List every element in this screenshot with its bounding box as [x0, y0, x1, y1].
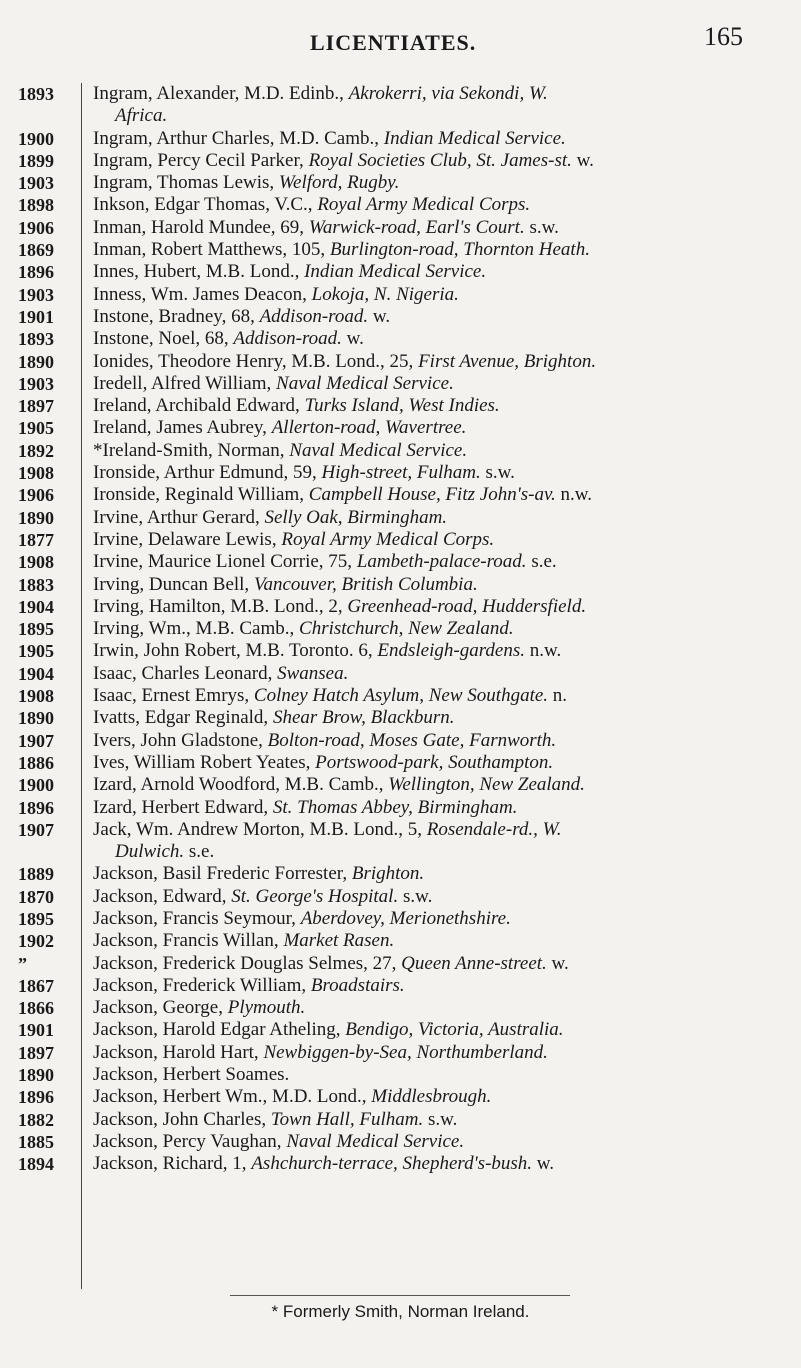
- entry-year: 1905: [18, 418, 54, 439]
- page-header: [0, 22, 801, 62]
- entry-row: [0, 440, 801, 462]
- entry-text: [93, 284, 459, 306]
- entry-text: [93, 953, 569, 975]
- entry-text: [93, 440, 467, 462]
- entry-name: w.: [532, 1153, 555, 1175]
- footnote: * Formerly Smith, Norman Ireland.: [271, 1302, 530, 1321]
- entry-name: s.w.: [480, 462, 515, 484]
- entry-year: ”: [18, 953, 27, 974]
- entry-address: Campbell House, Fitz John's-av.: [308, 484, 556, 506]
- entry-name: Ironside, Reginald William,: [93, 484, 309, 506]
- entry-year: 1901: [18, 306, 54, 327]
- entry-year: 1890: [18, 351, 54, 372]
- entry-name: Irving, Wm., M.B. Camb.,: [93, 618, 300, 640]
- entry-text: [93, 217, 559, 239]
- entry-year: 1893: [18, 84, 54, 104]
- entry-name: Jackson, John Charles,: [93, 1108, 271, 1130]
- entry-row: [0, 596, 801, 618]
- entry-year: 1902: [18, 931, 54, 952]
- entry-name: *Ireland-Smith, Norman,: [93, 439, 290, 461]
- entry-year: 1906: [18, 217, 54, 238]
- entry-name: w.: [341, 328, 364, 350]
- entry-row: [0, 217, 801, 239]
- entry-year: 1895: [18, 619, 54, 640]
- entry-address: Welford, Rugby.: [278, 172, 400, 194]
- entry-address: Royal Army Medical Corps.: [317, 194, 531, 216]
- entry-name: s.w.: [524, 216, 559, 238]
- entry-text: [93, 1131, 464, 1153]
- entry-row: [0, 707, 801, 729]
- entry-text: [93, 930, 394, 952]
- entry-row: [0, 261, 801, 283]
- entry-row: [0, 1042, 801, 1064]
- entry-address: Brighton.: [351, 863, 425, 885]
- entry-address: Shear Brow, Blackburn.: [272, 707, 455, 729]
- entry-address: Naval Medical Service.: [286, 1130, 465, 1152]
- entry-text: [93, 596, 586, 618]
- entry-row: [0, 1064, 801, 1086]
- entry-address: Rosendale-rd., W.: [426, 818, 562, 840]
- entry-row: [0, 239, 801, 261]
- entry-year: 1886: [18, 752, 54, 773]
- entry-row: [0, 819, 801, 841]
- entry-row: [0, 128, 801, 150]
- entry-text: [93, 507, 447, 529]
- entry-row: [0, 975, 801, 997]
- entry-text: [93, 1019, 564, 1041]
- entry-name: s.e.: [184, 841, 215, 863]
- entry-text: [93, 886, 432, 908]
- entry-address: Addison-road.: [259, 305, 369, 327]
- entry-year: 1882: [18, 1109, 54, 1130]
- entry-address: High-street, Fulham.: [321, 462, 481, 484]
- entry-address: Bolton-road, Moses Gate, Farnworth.: [267, 729, 557, 751]
- entry-text: [93, 1109, 457, 1131]
- entry-year: 1892: [18, 440, 54, 461]
- entry-year: 1895: [18, 908, 54, 929]
- entry-text: [93, 239, 590, 261]
- entry-text: [93, 574, 478, 596]
- entry-year: 1896: [18, 262, 54, 283]
- entry-row: [0, 953, 801, 975]
- entry-address: Dulwich.: [115, 841, 185, 863]
- entry-row: [0, 997, 801, 1019]
- entry-text: [93, 462, 515, 484]
- entry-address: Newbiggen-by-Sea, Northumberland.: [263, 1041, 548, 1063]
- entry-name: s.e.: [526, 551, 557, 573]
- entry-year: 1890: [18, 1065, 54, 1086]
- entry-address: St. George's Hospital.: [231, 885, 399, 907]
- entry-row: [0, 663, 801, 685]
- entry-text: [115, 105, 167, 127]
- entry-address: Royal Army Medical Corps.: [281, 528, 495, 550]
- entry-year: 1904: [18, 663, 54, 684]
- entry-name: Instone, Bradney, 68,: [93, 305, 260, 327]
- footnote-divider: [230, 1295, 570, 1296]
- entry-name: s.w.: [423, 1108, 458, 1130]
- entry-name: n.w.: [555, 484, 592, 506]
- entry-address: Wellington, New Zealand.: [388, 774, 585, 796]
- entry-address: Queen Anne-street.: [401, 952, 547, 974]
- entry-name: w.: [546, 952, 569, 974]
- entry-year: 1896: [18, 797, 54, 818]
- entry-text: [93, 997, 305, 1019]
- entry-row: [0, 417, 801, 439]
- entry-name: Ingram, Percy Cecil Parker,: [93, 149, 309, 171]
- entry-name: Jack, Wm. Andrew Morton, M.B. Lond., 5,: [93, 818, 427, 840]
- entry-text: [93, 551, 557, 573]
- entry-address: Selly Oak, Birmingham.: [264, 506, 448, 528]
- entry-year: 1907: [18, 730, 54, 751]
- entry-year: 1908: [18, 686, 54, 707]
- entry-row: [0, 752, 801, 774]
- entry-row: [0, 797, 801, 819]
- entry-name: Irwin, John Robert, M.B. Toronto. 6,: [93, 640, 378, 662]
- entry-address: Africa.: [115, 105, 168, 127]
- entry-name: Instone, Noel, 68,: [93, 328, 234, 350]
- entry-text: [93, 797, 517, 819]
- entry-text: [93, 1086, 491, 1108]
- entry-row: [0, 83, 801, 105]
- entry-name: Jackson, Percy Vaughan,: [93, 1130, 287, 1152]
- entry-text: [93, 975, 405, 997]
- entry-year: 1900: [18, 128, 54, 149]
- entry-year: 1869: [18, 240, 54, 261]
- entry-name: Ives, William Robert Yeates,: [93, 751, 316, 773]
- entry-year: 1896: [18, 1087, 54, 1108]
- entry-name: Jackson, Francis Seymour,: [93, 907, 301, 929]
- entry-name: Jackson, Francis Willan,: [93, 930, 284, 952]
- entry-text: [93, 1064, 289, 1086]
- entry-row: [0, 574, 801, 596]
- entry-year: 1877: [18, 529, 54, 550]
- entry-address: Swansea.: [277, 662, 349, 684]
- entry-name: Ireland, James Aubrey,: [93, 417, 272, 439]
- entry-text: [93, 395, 500, 417]
- entry-address: Turks Island, West Indies.: [304, 395, 500, 417]
- entry-address: Allerton-road, Wavertree.: [271, 417, 467, 439]
- entry-name: Inman, Harold Mundee, 69,: [93, 216, 309, 238]
- entry-row: [0, 730, 801, 752]
- entry-name: Isaac, Charles Leonard,: [93, 662, 278, 684]
- entry-year: 1894: [18, 1154, 54, 1175]
- entry-year: 1897: [18, 396, 54, 417]
- entry-year: 1906: [18, 485, 54, 506]
- entry-address: Endsleigh-gardens.: [377, 640, 525, 662]
- entry-text: [93, 707, 454, 729]
- entry-name: Izard, Arnold Woodford, M.B. Camb.,: [93, 774, 389, 796]
- entry-year: 1885: [18, 1131, 54, 1152]
- entry-name: Jackson, Edward,: [93, 885, 232, 907]
- entry-address: Naval Medical Service.: [276, 372, 454, 394]
- entry-row: [0, 1153, 801, 1175]
- entry-name: Ingram, Thomas Lewis,: [93, 172, 279, 194]
- entry-name: Irvine, Delaware Lewis,: [93, 528, 282, 550]
- entry-name: Jackson, Harold Hart,: [93, 1041, 264, 1063]
- entry-row: [0, 551, 801, 573]
- entry-name: Inman, Robert Matthews, 105,: [93, 239, 330, 261]
- entry-row: [0, 863, 801, 885]
- entry-row: [0, 1131, 801, 1153]
- entry-name: Ingram, Arthur Charles, M.D. Camb.,: [93, 127, 384, 149]
- entry-row: [0, 194, 801, 216]
- entry-year: 1903: [18, 373, 54, 394]
- entry-year: 1883: [18, 574, 54, 595]
- entry-name: Ivers, John Gladstone,: [93, 729, 268, 751]
- entry-year: 1890: [18, 708, 54, 729]
- entry-year: 1903: [18, 173, 54, 194]
- entry-text: [93, 261, 486, 283]
- entry-name: Jackson, Herbert Wm., M.D. Lond.,: [93, 1086, 372, 1108]
- entry-year: 1897: [18, 1042, 54, 1063]
- entry-text: [93, 373, 454, 395]
- entry-row: [0, 351, 801, 373]
- entry-address: Aberdovey, Merionethshire.: [300, 907, 511, 929]
- entry-address: Vancouver, British Columbia.: [253, 573, 478, 595]
- entry-text: [93, 663, 348, 685]
- entry-name: w.: [571, 149, 594, 171]
- entry-row: [0, 507, 801, 529]
- entry-text: [93, 128, 566, 150]
- entry-row: [0, 484, 801, 506]
- entry-address: Royal Societies Club, St. James-st.: [308, 149, 572, 171]
- entry-name: Ironside, Arthur Edmund, 59,: [93, 462, 322, 484]
- entry-year: 1901: [18, 1020, 54, 1041]
- entry-row: [0, 774, 801, 796]
- entry-name: Irvine, Maurice Lionel Corrie, 75,: [93, 551, 357, 573]
- entry-text: [93, 484, 592, 506]
- entry-row: [0, 1086, 801, 1108]
- entry-row: [0, 373, 801, 395]
- entry-address: First Avenue, Brighton.: [418, 350, 597, 372]
- entry-row: [0, 640, 801, 662]
- page-number: 165: [704, 22, 743, 51]
- entry-text: [93, 819, 561, 841]
- entry-year: 1889: [18, 864, 54, 885]
- entry-row: [0, 395, 801, 417]
- entry-row: [0, 328, 801, 350]
- entry-text: [93, 618, 514, 640]
- entry-name: Jackson, Herbert Soames.: [93, 1064, 290, 1086]
- entry-year: 1899: [18, 150, 54, 171]
- entry-year: 1867: [18, 975, 54, 996]
- licentiates-list: [0, 83, 801, 1176]
- entry-year: 1907: [18, 819, 54, 840]
- entry-address: Indian Medical Service.: [304, 261, 487, 283]
- entry-name: Ivatts, Edgar Reginald,: [93, 707, 273, 729]
- entry-name: Irvine, Arthur Gerard,: [93, 506, 265, 528]
- entry-year: 1904: [18, 596, 54, 617]
- entry-name: Jackson, Richard, 1,: [93, 1153, 252, 1175]
- entry-name: Irving, Duncan Bell,: [93, 573, 254, 595]
- entry-text: [93, 351, 596, 373]
- entry-row: [0, 618, 801, 640]
- entry-address: Christchurch, New Zealand.: [299, 618, 514, 640]
- entry-text: [93, 194, 530, 216]
- entry-address: Broadstairs.: [310, 974, 405, 996]
- entry-year: 1905: [18, 641, 54, 662]
- entry-row: [0, 1109, 801, 1131]
- entry-year: 1908: [18, 463, 54, 484]
- entry-name: Jackson, George,: [93, 997, 228, 1019]
- entry-name: Innes, Hubert, M.B. Lond.,: [93, 261, 305, 283]
- entry-row: [0, 306, 801, 328]
- entry-year: 1903: [18, 284, 54, 305]
- entry-year: 1866: [18, 998, 54, 1019]
- entry-row: [0, 930, 801, 952]
- entry-name: Iredell, Alfred William,: [93, 372, 277, 394]
- entry-year: 1900: [18, 775, 54, 796]
- entry-row: [0, 150, 801, 172]
- entry-text: [93, 150, 594, 172]
- entry-row: [0, 1019, 801, 1041]
- entry-address: Market Rasen.: [283, 930, 395, 952]
- entry-name: n.w.: [524, 640, 562, 662]
- entry-name: Inness, Wm. James Deacon,: [93, 283, 312, 305]
- entry-year: 1893: [18, 329, 54, 350]
- entry-row: [0, 284, 801, 306]
- entry-name: Jackson, Basil Frederic Forrester,: [93, 863, 352, 885]
- entry-text: [93, 1153, 554, 1175]
- entry-address: Bendigo, Victoria, Australia.: [345, 1019, 564, 1041]
- entry-year: 1870: [18, 886, 54, 907]
- entry-name: Jackson, Harold Edgar Atheling,: [93, 1019, 346, 1041]
- entry-address: St. Thomas Abbey, Birmingham.: [272, 796, 518, 818]
- entry-address: Ashchurch-terrace, Shepherd's-bush.: [251, 1153, 533, 1175]
- entry-name: Irving, Hamilton, M.B. Lond., 2,: [93, 595, 348, 617]
- entry-name: Isaac, Ernest Emrys,: [93, 685, 254, 707]
- entry-name: Jackson, Frederick William,: [93, 974, 311, 996]
- entry-text: [93, 417, 466, 439]
- entry-continuation: [0, 105, 801, 127]
- entry-address: Indian Medical Service.: [383, 127, 566, 149]
- entry-address: Greenhead-road, Huddersfield.: [347, 595, 587, 617]
- entry-address: Plymouth.: [227, 997, 306, 1019]
- entry-name: Izard, Herbert Edward,: [93, 796, 273, 818]
- entry-address: Middlesbrough.: [371, 1086, 492, 1108]
- entry-row: [0, 462, 801, 484]
- entry-continuation: [0, 841, 801, 863]
- entry-address: Colney Hatch Asylum, New Southgate.: [253, 685, 549, 707]
- page-title: LICENTIATES.: [310, 30, 477, 55]
- entry-name: Inkson, Edgar Thomas, V.C.,: [93, 194, 318, 216]
- entry-text: [93, 306, 390, 328]
- entry-row: [0, 685, 801, 707]
- entry-text: [93, 908, 511, 930]
- entry-year: 1898: [18, 195, 54, 216]
- entry-text: [93, 752, 553, 774]
- entry-address: Burlington-road, Thornton Heath.: [329, 239, 590, 261]
- entry-address: Town Hall, Fulham.: [270, 1108, 424, 1130]
- entry-address: Addison-road.: [233, 328, 342, 350]
- entry-row: [0, 908, 801, 930]
- entry-text: [93, 685, 567, 707]
- entry-text: [93, 1042, 548, 1064]
- entry-name: n.: [548, 685, 568, 707]
- entry-address: Naval Medical Service.: [289, 439, 468, 461]
- entry-name: Ireland, Archibald Edward,: [93, 395, 305, 417]
- entry-name: Jackson, Frederick Douglas Selmes, 27,: [93, 952, 402, 974]
- entry-text: [93, 774, 585, 796]
- entry-text: [93, 172, 399, 194]
- entry-text: [93, 83, 548, 105]
- entry-address: Portswood-park, Southampton.: [315, 751, 554, 773]
- entry-row: [0, 886, 801, 908]
- entry-row: [0, 172, 801, 194]
- entry-name: s.w.: [398, 885, 433, 907]
- entry-text: [93, 529, 494, 551]
- entry-text: [93, 640, 561, 662]
- entry-text: [93, 730, 556, 752]
- entry-year: 1908: [18, 552, 54, 573]
- entry-text: [93, 863, 424, 885]
- entry-name: w.: [368, 305, 391, 327]
- entry-text: [93, 328, 364, 350]
- entry-text: [115, 841, 214, 863]
- entry-address: Lambeth-palace-road.: [356, 551, 527, 573]
- entry-address: Warwick-road, Earl's Court.: [308, 216, 525, 238]
- entry-address: Lokoja, N. Nigeria.: [311, 283, 459, 305]
- entry-name: Ingram, Alexander, M.D. Edinb.,: [93, 83, 349, 104]
- entry-address: Akrokerri, via Sekondi, W.: [348, 83, 548, 104]
- entry-row: [0, 529, 801, 551]
- entry-name: Ionides, Theodore Henry, M.B. Lond., 25,: [93, 350, 419, 372]
- entry-year: 1890: [18, 507, 54, 528]
